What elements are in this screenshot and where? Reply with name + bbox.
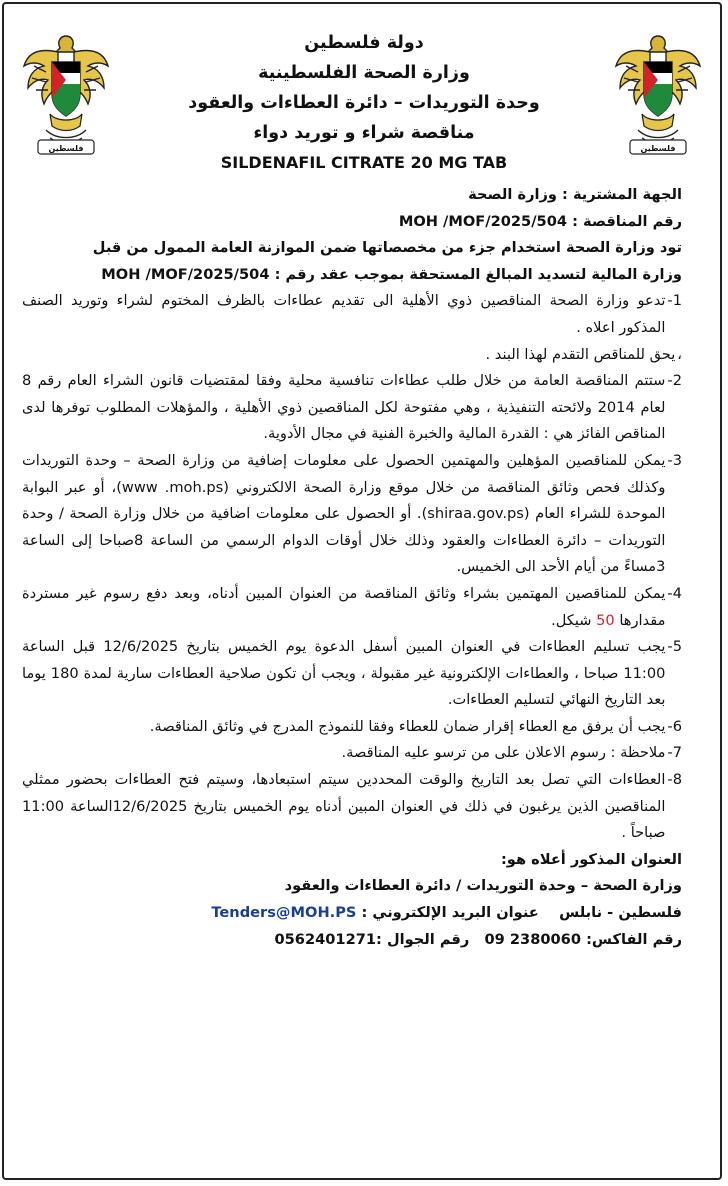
fax-label: رقم الفاكس: <box>586 930 682 948</box>
tender-header <box>120 28 608 177</box>
emblem-caption-right: فلسطين <box>640 144 676 153</box>
fee-currency: شيكل. <box>551 611 592 629</box>
item-number: 3- <box>667 451 682 469</box>
list-item-4 <box>22 581 682 634</box>
item-number: 7- <box>667 744 682 762</box>
tender-number-label: رقم المناقصة : <box>572 212 682 230</box>
item-number: 8- <box>667 771 682 789</box>
email-label: عنوان البريد الإلكتروني : <box>361 904 539 922</box>
list-item-3 <box>22 448 682 581</box>
item-number: ، <box>677 345 682 363</box>
list-item-6 <box>22 714 682 741</box>
address-line: وزارة الصحة – وحدة التوريدات / دائرة العطاءات والعقود <box>284 877 682 895</box>
item-text: ستتم المناقصة العامة من خلال طلب عطاءات تنافسية محلية وفقا لمقتضيات قانون الشراء العام رقم 8 لعام 2014 ولائحته التنفيذية ، وهي مفتوحة لكل المناقصين ذوي الأهلية ، والمؤهلات المطلوب توفرها لدى المناقص الفائز هي : القدرة المالية والخبرة الفنية في مجال الأدوية. <box>22 372 666 443</box>
emblem-caption-left: فلسطين <box>48 144 84 153</box>
contract-number: MOH /MOF/2025/504 <box>101 265 270 283</box>
item-text <box>22 581 665 634</box>
intro-line-1: تود وزارة الصحة استخدام جزء من مخصصاتها ضمن الموازنة العامة الممول من قبل <box>92 239 682 257</box>
item-text: ملاحظة : رسوم الاعلان على من ترسو عليه المناقصة. <box>341 744 666 762</box>
unit-title: وحدة التوريدات – دائرة العطاءات والعقود <box>188 93 540 113</box>
email-link[interactable]: Tenders@MOH.PS <box>211 904 357 922</box>
intro-text: وزارة المالية لتسديد المبالغ المستحقة بموجب عقد رقم : <box>274 265 682 283</box>
item-text: يجب أن يرفق مع العطاء إقرار ضمان للعطاء وفقا للنموذج المدرج في وثائق المناقصة. <box>149 717 666 735</box>
tender-body <box>22 182 682 953</box>
item-number: 6- <box>667 717 682 735</box>
tender-title: مناقصة شراء و توريد دواء <box>253 123 475 143</box>
email-line <box>22 900 682 927</box>
address-location: فلسطين - نابلس <box>559 904 682 922</box>
palestine-emblem-left-icon <box>20 22 112 162</box>
item-text: يمكن للمناقصين المؤهلين والمهتمين الحصول على معلومات إضافية من وزارة الصحة – وحدة التوريدات وكذلك فحص وثائق المناقصة من خلال موقع وزارة الصحة الالكتروني (www .moh.ps)، أو عبر البوابة الموحدة للشراء العام (shiraa.gov.ps). أو الحصول على معلومات اضافية من خلال وزارة الصحة / وحدة التوريدات – دائرة العطاءات والعقود وذلك خلال أوقات الدوام الرسمي من الساعة 8صباحا إلى الساعة 3مساءً من أيام الأحد الى الخميس. <box>22 451 666 576</box>
item-number: 5- <box>667 638 682 656</box>
country-title: دولة فلسطين <box>304 33 424 53</box>
list-item-7 <box>22 740 682 767</box>
list-item-5 <box>22 634 682 714</box>
palestine-emblem-right-icon <box>612 22 704 162</box>
fee-amount: 50 <box>596 611 615 629</box>
mobile-number: 0562401271 <box>274 930 377 948</box>
item-text: تدعو وزارة الصحة المناقصين ذوي الأهلية الى تقديم عطاءات بالظرف المختوم لشراء وتوريد الصنف المذكور اعلاه . <box>22 292 666 336</box>
tender-number: MOH /MOF/2025/504 <box>398 212 568 230</box>
list-item-2 <box>22 368 682 448</box>
ministry-title: وزارة الصحة الفلسطينية <box>258 63 470 83</box>
item-number: 2- <box>667 372 682 390</box>
item-text: العطاءات التي تصل بعد التاريخ والوقت المحددين سيتم استبعادها، وسيتم فتح العطاءات بحضور ممثلي المناقصين الذين يرغبون في ذلك في العنوان المبين أدناه يوم الخميس بتاريخ 12/6/2025الساعة 11:00 صباحاً . <box>22 771 666 842</box>
item-number: 1- <box>667 292 682 310</box>
list-item-note <box>22 342 682 369</box>
list-item-8 <box>22 767 682 847</box>
item-4-text: يمكن للمناقصين المهتمين بشراء وثائق المناقصة من العنوان المبين أدناه، وبعد دفع رسوم غير مستردة مقدارها <box>22 584 666 629</box>
phone-line <box>22 927 682 954</box>
intro-line-2 <box>22 262 682 289</box>
item-text: يجب تسليم العطاءات في العنوان المبين أسفل الدعوة يوم الخميس بتاريخ 12/6/2025 قبل الساعة 11:00 صباحا ، والعطاءات الإلكترونية غير مقبولة ، ويجب أن تكون صلاحية العطاءات سارية لمدة 180 يوما بعد التاريخ النهائي لتسليم العطاءات. <box>22 638 666 709</box>
item-text: يحق للمناقص التقدم لهذا البند . <box>485 345 676 363</box>
fax-number: 09 2380060 <box>484 930 581 948</box>
mobile-label: رقم الجوال : <box>376 930 470 948</box>
product-name: SILDENAFIL CITRATE 20 MG TAB <box>220 153 508 172</box>
tender-number-line <box>22 209 682 236</box>
list-item-1 <box>22 288 682 341</box>
item-number: 4- <box>667 584 682 602</box>
buyer-line: الجهة المشترية : وزارة الصحة <box>468 186 682 203</box>
address-heading: العنوان المذكور أعلاه هو: <box>500 850 682 868</box>
